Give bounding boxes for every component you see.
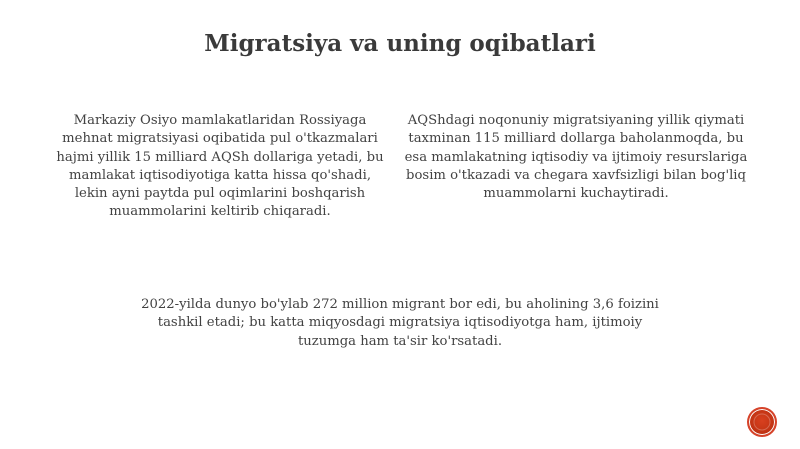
slide-nav-button[interactable] xyxy=(747,407,777,437)
right-paragraph: AQShdagi noqonuniy migratsiyaning yillik qiymati taxminan 115 milliard dollarga baholanmoqda, bu esa mamlakatning iqtisodiy va ijtimoiy resurslariga bosim o'tkazadi va chegara xavfsizligi bilan bog'liq muammolarni kuchaytiradi. xyxy=(404,113,748,202)
bottom-paragraph: 2022-yilda dunyo bo'ylab 272 million migrant bor edi, bu aholining 3,6 foizini tashkil etadi; bu katta miqyosdagi migratsiya iqtisodiyotga ham, ijtimoiy tuzumga ham ta'sir ko'rsatadi. xyxy=(141,297,659,349)
slide-title: Migratsiya va uning oqibatlari xyxy=(204,30,596,57)
circle-button-icon xyxy=(753,413,771,431)
left-paragraph: Markaziy Osiyo mamlakatlaridan Rossiyaga mehnat migratsiyasi oqibatida pul o'tkazmalari hajmi yillik 15 milliard AQSh dollariga yetadi, bu mamlakat iqtisodiyotiga katta hissa qo'shadi, lekin ayni paytda pul oqimlarini boshqarish muammolarini keltirib chiqaradi. xyxy=(56,113,384,220)
